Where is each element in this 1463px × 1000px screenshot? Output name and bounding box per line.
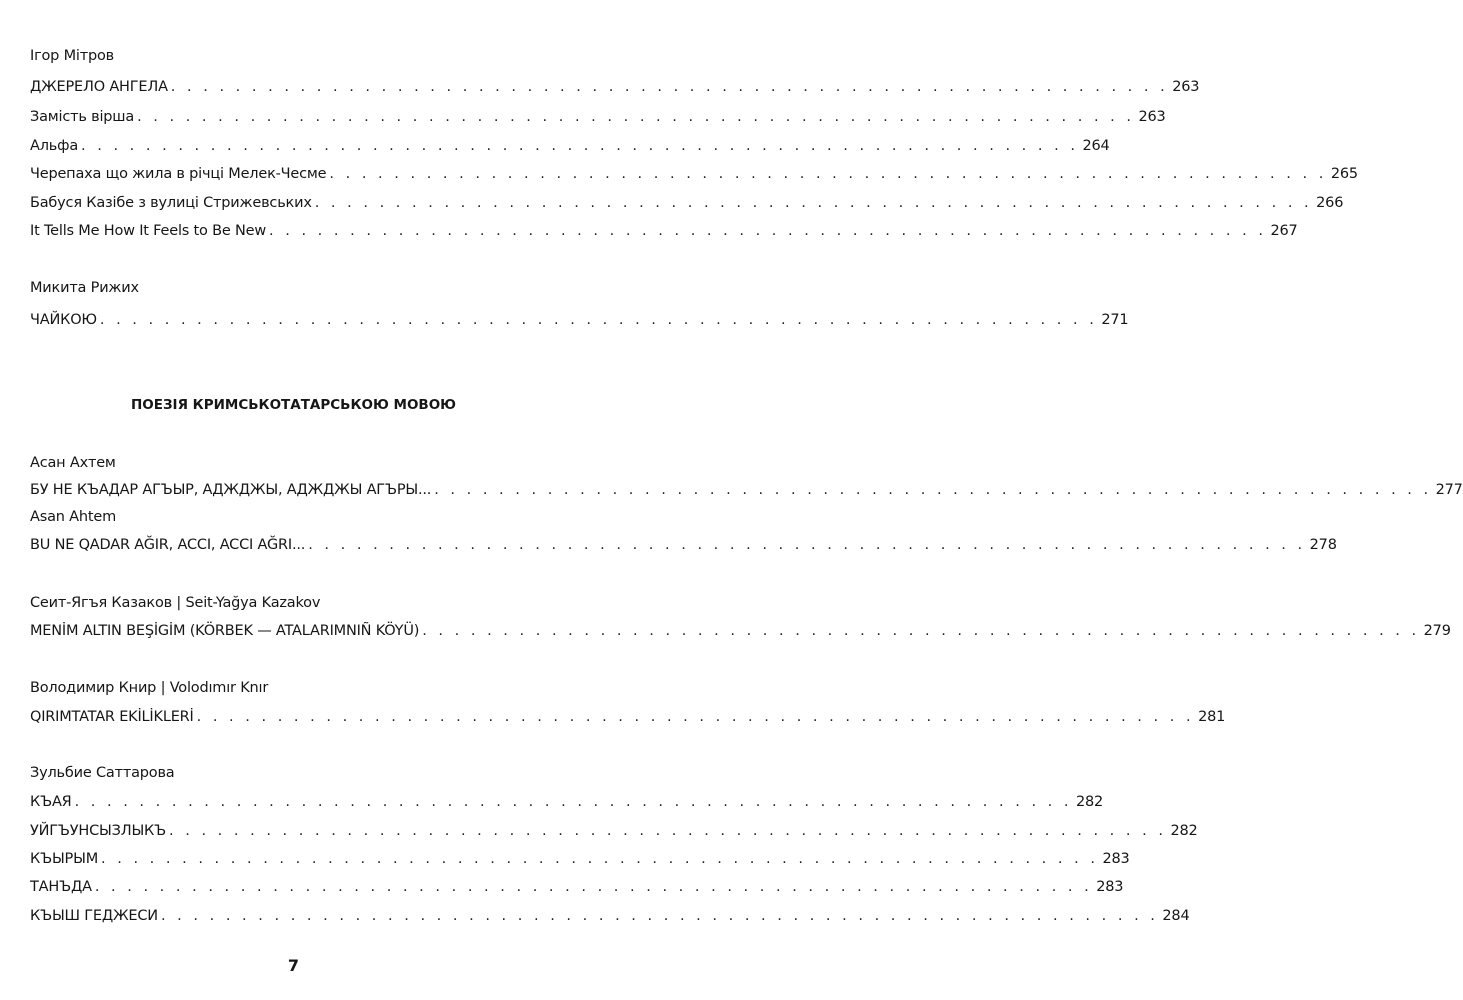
author-name: Зульбие Саттарова [30, 765, 175, 781]
dot-leader: . . . . . . . . . . . . . . . . . . . . . . . . . . . . . . . . . . . . . . . . . . . . . . . . . . . . . . . . . . . . . . [434, 482, 1432, 498]
entry-page-number: 263 [1138, 109, 1166, 125]
toc-entry[interactable] [30, 137, 1110, 155]
author-name: Асан Ахтем [30, 455, 116, 471]
entry-title: КЪЫРЫМ [30, 851, 99, 867]
toc-entry[interactable] [30, 165, 1358, 183]
entry-page-number: 283 [1102, 851, 1130, 867]
entry-title: Бабуся Казібе з вулиці Стрижевських [30, 195, 312, 211]
dot-leader: . . . . . . . . . . . . . . . . . . . . . . . . . . . . . . . . . . . . . . . . . . . . . . . . . . . . . . . . . . . . . . [314, 195, 1313, 211]
entry-title: КЪАЯ [30, 794, 72, 810]
toc-entry[interactable] [30, 793, 1104, 811]
dot-leader: . . . . . . . . . . . . . . . . . . . . . . . . . . . . . . . . . . . . . . . . . . . . . . . . . . . . . . . . . . . . . . [74, 794, 1072, 810]
toc-entry[interactable] [30, 78, 1200, 96]
entry-page-number: 282 [1170, 823, 1198, 839]
entry-page-number: 282 [1076, 794, 1104, 810]
toc-entry[interactable] [30, 878, 1124, 896]
entry-page-number: 267 [1270, 223, 1298, 239]
toc-entry[interactable] [30, 108, 1166, 126]
toc-entry[interactable] [30, 311, 1129, 329]
entry-title: БУ НЕ КЪАДАР АГЪЫР, АДЖДЖЫ, АДЖДЖЫ АГЪРЫ... [30, 482, 432, 498]
section-heading: ПОЕЗІЯ КРИМСЬКОТАТАРСЬКОЮ МОВОЮ [130, 397, 457, 413]
dot-leader: . . . . . . . . . . . . . . . . . . . . . . . . . . . . . . . . . . . . . . . . . . . . . . . . . . . . . . . . . . . . . . [196, 709, 1195, 725]
entry-title: ДЖЕРЕЛО АНГЕЛА [30, 79, 168, 95]
entry-page-number: 279 [1423, 623, 1451, 639]
entry-title: BU NE QADAR AĞIR, ACCI, ACCI AĞRI... [30, 537, 306, 553]
toc-entry[interactable] [30, 481, 1463, 499]
entry-page-number: 283 [1096, 879, 1124, 895]
dot-leader: . . . . . . . . . . . . . . . . . . . . . . . . . . . . . . . . . . . . . . . . . . . . . . . . . . . . . . . . . . . . . . [269, 223, 1267, 239]
toc-entry[interactable] [30, 822, 1198, 840]
page-number: 7 [287, 956, 300, 975]
entry-title: ЧАЙКОЮ [30, 312, 97, 328]
entry-title: MENİM ALTIN BEŞİGİM (KÖRBEK — ATALARIMNIÑ KÖYÜ) [30, 623, 420, 639]
entry-title: Замість вірша [30, 109, 135, 125]
entry-title: It Tells Me How It Feels to Be New [30, 223, 267, 239]
dot-leader: . . . . . . . . . . . . . . . . . . . . . . . . . . . . . . . . . . . . . . . . . . . . . . . . . . . . . . . . . . . . . . [170, 79, 1169, 95]
entry-page-number: 281 [1198, 709, 1226, 725]
author-name: Сеит-Ягъя Казаков | Seit-Yağya Kazakov [30, 595, 321, 611]
entry-title: Альфа [30, 138, 79, 154]
entry-title: КЪЫШ ГЕДЖЕСИ [30, 908, 158, 924]
dot-leader: . . . . . . . . . . . . . . . . . . . . . . . . . . . . . . . . . . . . . . . . . . . . . . . . . . . . . . . . . . . . . . [81, 138, 1079, 154]
toc-entry[interactable] [30, 622, 1451, 640]
author-name: Володимир Книр | Volodımır Knır [30, 680, 269, 696]
dot-leader: . . . . . . . . . . . . . . . . . . . . . . . . . . . . . . . . . . . . . . . . . . . . . . . . . . . . . . . . . . . . . . [94, 879, 1093, 895]
entry-page-number: 265 [1330, 166, 1358, 182]
toc-entry[interactable] [30, 850, 1130, 868]
toc-entry[interactable] [30, 907, 1190, 925]
entry-page-number: 284 [1162, 908, 1190, 924]
toc-entry[interactable] [30, 536, 1337, 554]
author-name: Ігор Мітров [30, 48, 114, 64]
entry-title: QIRIMTATAR EKİLİKLERİ [30, 709, 194, 725]
entry-title: УЙГЪУНСЫЗЛЫКЪ [30, 823, 167, 839]
entry-page-number: 271 [1101, 312, 1129, 328]
dot-leader: . . . . . . . . . . . . . . . . . . . . . . . . . . . . . . . . . . . . . . . . . . . . . . . . . . . . . . . . . . . . . . [308, 537, 1306, 553]
dot-leader: . . . . . . . . . . . . . . . . . . . . . . . . . . . . . . . . . . . . . . . . . . . . . . . . . . . . . . . . . . . . . . [99, 312, 1098, 328]
entry-page-number: 263 [1172, 79, 1200, 95]
entry-page-number: 264 [1082, 138, 1110, 154]
entry-title: Черепаха що жила в річці Мелек-Чесме [30, 166, 327, 182]
toc-entry[interactable] [30, 708, 1226, 726]
dot-leader: . . . . . . . . . . . . . . . . . . . . . . . . . . . . . . . . . . . . . . . . . . . . . . . . . . . . . . . . . . . . . . [137, 109, 1135, 125]
toc-entry[interactable] [30, 194, 1344, 212]
dot-leader: . . . . . . . . . . . . . . . . . . . . . . . . . . . . . . . . . . . . . . . . . . . . . . . . . . . . . . . . . . . . . . [169, 823, 1167, 839]
dot-leader: . . . . . . . . . . . . . . . . . . . . . . . . . . . . . . . . . . . . . . . . . . . . . . . . . . . . . . . . . . . . . . [160, 908, 1159, 924]
entry-page-number: 277 [1435, 482, 1463, 498]
entry-page-number: 278 [1309, 537, 1337, 553]
dot-leader: . . . . . . . . . . . . . . . . . . . . . . . . . . . . . . . . . . . . . . . . . . . . . . . . . . . . . . . . . . . . . . [422, 623, 1420, 639]
entry-title: ТАНЪДА [30, 879, 92, 895]
entry-page-number: 266 [1316, 195, 1344, 211]
author-name: Микита Рижих [30, 280, 139, 296]
dot-leader: . . . . . . . . . . . . . . . . . . . . . . . . . . . . . . . . . . . . . . . . . . . . . . . . . . . . . . . . . . . . . . [329, 166, 1327, 182]
toc-entry[interactable] [30, 222, 1298, 240]
author-name: Asan Ahtem [30, 509, 116, 525]
dot-leader: . . . . . . . . . . . . . . . . . . . . . . . . . . . . . . . . . . . . . . . . . . . . . . . . . . . . . . . . . . . . . . [101, 851, 1099, 867]
